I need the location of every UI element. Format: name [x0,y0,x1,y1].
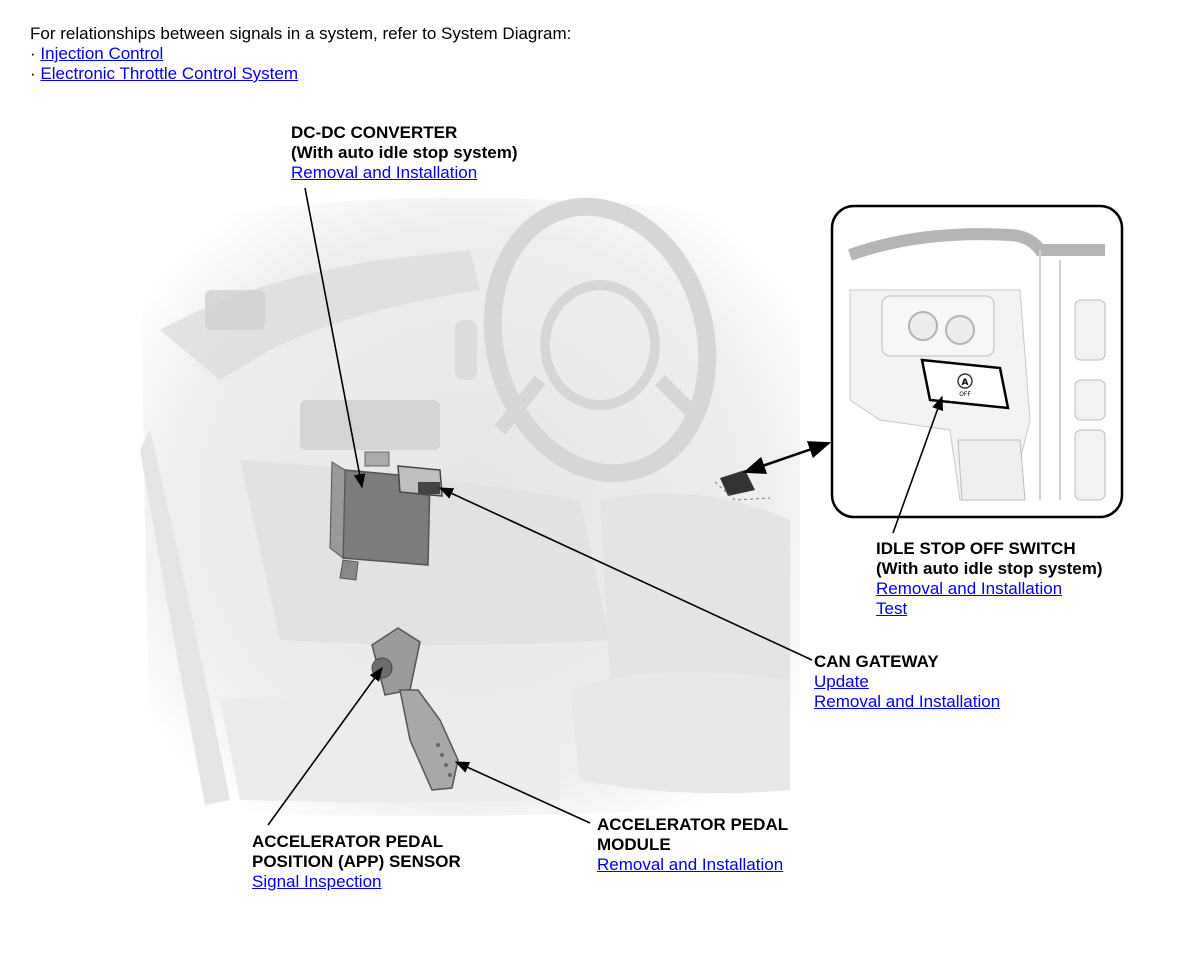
bullet: · [30,64,36,83]
pedal-module-callout [597,815,788,875]
injection-control-link[interactable]: Injection Control [40,44,164,63]
can-gateway-removal-installation-link[interactable]: Removal and Installation [814,692,1001,711]
app-sensor-callout [252,832,461,892]
callout-title: IDLE STOP OFF SWITCH [876,539,1076,558]
can-gateway-update-link[interactable]: Update [814,672,869,691]
idle-stop-test-link[interactable]: Test [876,599,908,618]
switch-glyph-letter: A [961,378,969,388]
callout-subtitle: (With auto idle stop system) [876,559,1103,578]
switch-glyph-word: OFF [959,391,971,398]
bullet: · [30,44,36,63]
idle-stop-removal-installation-link[interactable]: Removal and Installation [876,579,1063,598]
callout-title: DC-DC CONVERTER [291,123,458,142]
dcdc-removal-installation-link[interactable]: Removal and Installation [291,163,478,182]
electronic-throttle-control-link[interactable]: Electronic Throttle Control System [40,64,299,83]
idle-stop-switch-callout [876,539,1103,619]
app-sensor-signal-inspection-link[interactable]: Signal Inspection [252,872,382,891]
callout-title-line2: POSITION (APP) SENSOR [252,852,461,871]
can-gateway-part [398,466,442,496]
dcdc-converter-callout [291,123,518,183]
idle-stop-switch-inset [832,206,1122,517]
intro-text: For relationships between signals in a system, refer to System Diagram: [30,24,572,43]
pedal-module-removal-installation-link[interactable]: Removal and Installation [597,855,784,874]
can-gateway-callout [814,652,1000,712]
callout-title: CAN GATEWAY [814,652,939,671]
callout-title: ACCELERATOR PEDAL [252,832,444,851]
callout-subtitle: (With auto idle stop system) [291,143,518,162]
callout-title-line2: MODULE [597,835,671,854]
callout-title: ACCELERATOR PEDAL [597,815,789,834]
